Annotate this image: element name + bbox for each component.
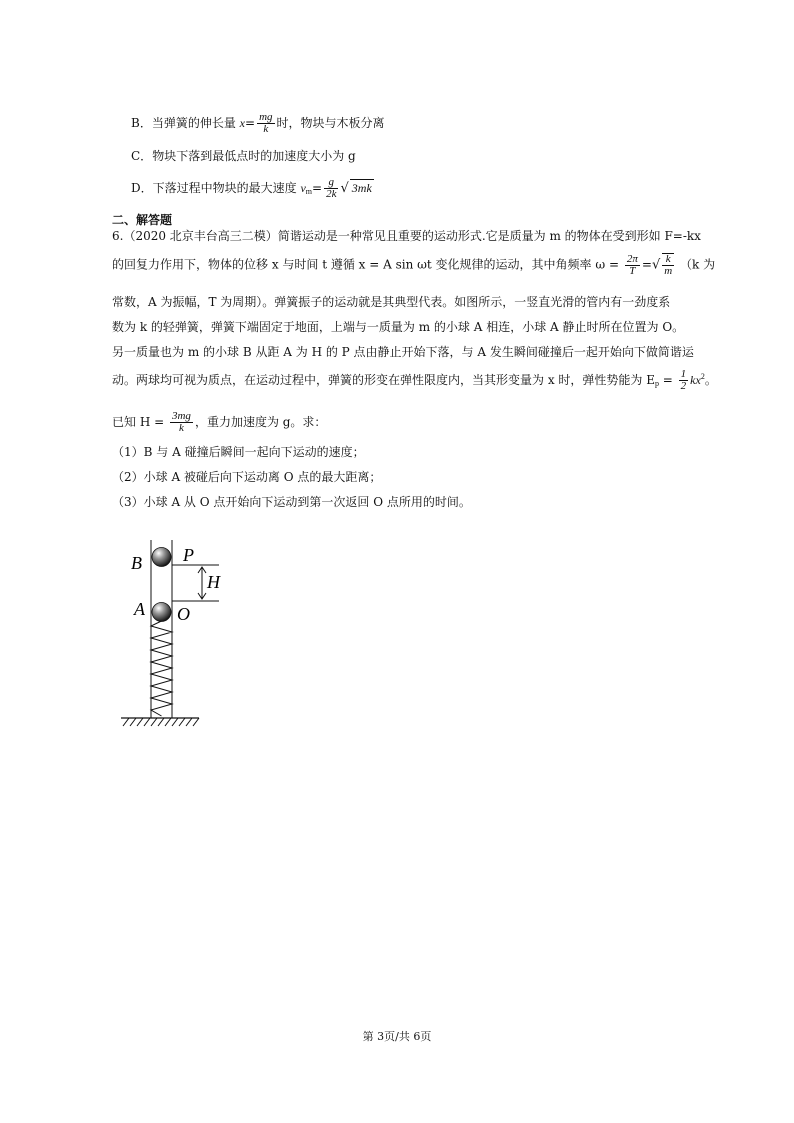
fraction-1-2: [679, 369, 689, 392]
question-text: ，重力加速度为 g。求：: [194, 415, 327, 429]
fraction-2pi-T: [625, 254, 640, 277]
fraction-g-2k: [324, 177, 338, 200]
question-text: 的回复力作用下，物体的位移 x 与时间 t 遵循 x = A sin ωt 变化规律的运动，其中角频率 ω =: [112, 257, 620, 272]
frac-den: k: [263, 123, 269, 135]
sqrt-3mk: 3mk: [351, 181, 372, 195]
option-b-text: 当弹簧的伸长量: [151, 116, 236, 130]
equals: =: [312, 181, 323, 195]
question-line-3: 常数，A 为振幅，T 为周期）。弹簧振子的运动就是其典型代表。如图所示，一竖直光滑的管内有一劲度系: [112, 295, 671, 309]
option-d-label: D．: [131, 181, 153, 195]
equals: =: [658, 373, 677, 387]
equals: =: [641, 257, 652, 272]
ground-hatch-icon: [123, 718, 199, 726]
sub-m: m: [305, 187, 313, 196]
var-x: x: [239, 116, 245, 130]
fraction-k-m: [662, 253, 674, 277]
question-line-5: 另一质量也为 m 的小球 B 从距 A 为 H 的 P 点由静止开始下落，与 A 发生瞬间碰撞后一起开始向下做简谐运: [112, 345, 694, 359]
option-c-label: C．: [131, 149, 153, 163]
radical-icon: √: [340, 181, 349, 196]
page-footer: 第 3页/共 6页: [362, 1030, 432, 1043]
frac-num: mg: [259, 111, 273, 123]
question-line-7: [112, 411, 326, 434]
question-line-1: [112, 228, 701, 244]
option-d-text: 下落过程中物块的最大速度: [152, 181, 297, 195]
option-d: [131, 177, 374, 200]
var-kx: kx: [690, 373, 701, 387]
radical-icon: √: [651, 257, 661, 273]
option-b: [131, 112, 385, 135]
option-c: [131, 148, 356, 164]
frac-num: 2π: [626, 252, 638, 265]
option-b-label: B．: [131, 116, 152, 130]
question-source: （2020 北京丰台高三二模）: [123, 229, 278, 243]
var-v: v: [300, 181, 306, 195]
question-text: 已知 H =: [112, 415, 165, 429]
label-a: A: [134, 599, 145, 619]
sub-question-3: （3）小球 A 从 O 点开始向下运动到第一次返回 O 点所用的时间。: [112, 495, 471, 509]
equals: =: [245, 116, 256, 130]
question-text: （k 为: [680, 257, 716, 272]
frac-den: T: [629, 264, 636, 277]
question-text: 简谐运动是一种常见且重要的运动形式.它是质量为 m 的物体在受到形如 F=-kx: [277, 229, 701, 243]
question-line-2: [112, 253, 715, 277]
punct: 。: [704, 373, 717, 387]
frac-num: g: [324, 177, 338, 189]
question-number: 6.: [112, 229, 124, 243]
spring-icon: [151, 621, 172, 716]
ball-b-icon: [152, 548, 171, 567]
ball-a-icon: [152, 603, 171, 622]
label-h: H: [207, 572, 220, 592]
label-o: O: [177, 604, 190, 624]
option-c-text: 物块下落到最低点时的加速度大小为 g: [152, 149, 356, 163]
label-b: B: [131, 553, 142, 573]
sup-2: 2: [700, 372, 705, 381]
sub-question-1: （1）B 与 A 碰撞后瞬间一起向下运动的速度；: [112, 445, 365, 459]
frac-den: 2: [680, 380, 687, 392]
section-heading: 二、解答题: [112, 213, 173, 227]
frac-num: 3mg: [171, 410, 191, 422]
sub-p: p: [654, 379, 659, 388]
question-text: 动。两球均可视为质点，在运动过程中，弹簧的形变在弹性限度内，当其形变量为 x 时，弹性势能为 E: [112, 373, 655, 387]
question-line-6: [112, 369, 717, 392]
fraction-3mg-k: [170, 411, 193, 434]
sub-question-2: （2）小球 A 被碰后向下运动离 O 点的最大距离；: [112, 470, 382, 484]
frac-num: 1: [680, 368, 687, 380]
frac-num: k: [662, 254, 674, 266]
label-p: P: [183, 545, 194, 565]
fraction-mg-k: [257, 112, 274, 135]
frac-den: 2k: [326, 188, 337, 200]
question-line-4: 数为 k 的轻弹簧，弹簧下端固定于地面，上端与一质量为 m 的小球 A 相连，小球 A 静止时所在位置为 O。: [112, 320, 685, 334]
frac-den: m: [664, 265, 673, 277]
option-b-tail: 时，物块与木板分离: [276, 116, 385, 130]
spring-tube-figure: [115, 540, 235, 735]
frac-den: k: [179, 422, 184, 434]
